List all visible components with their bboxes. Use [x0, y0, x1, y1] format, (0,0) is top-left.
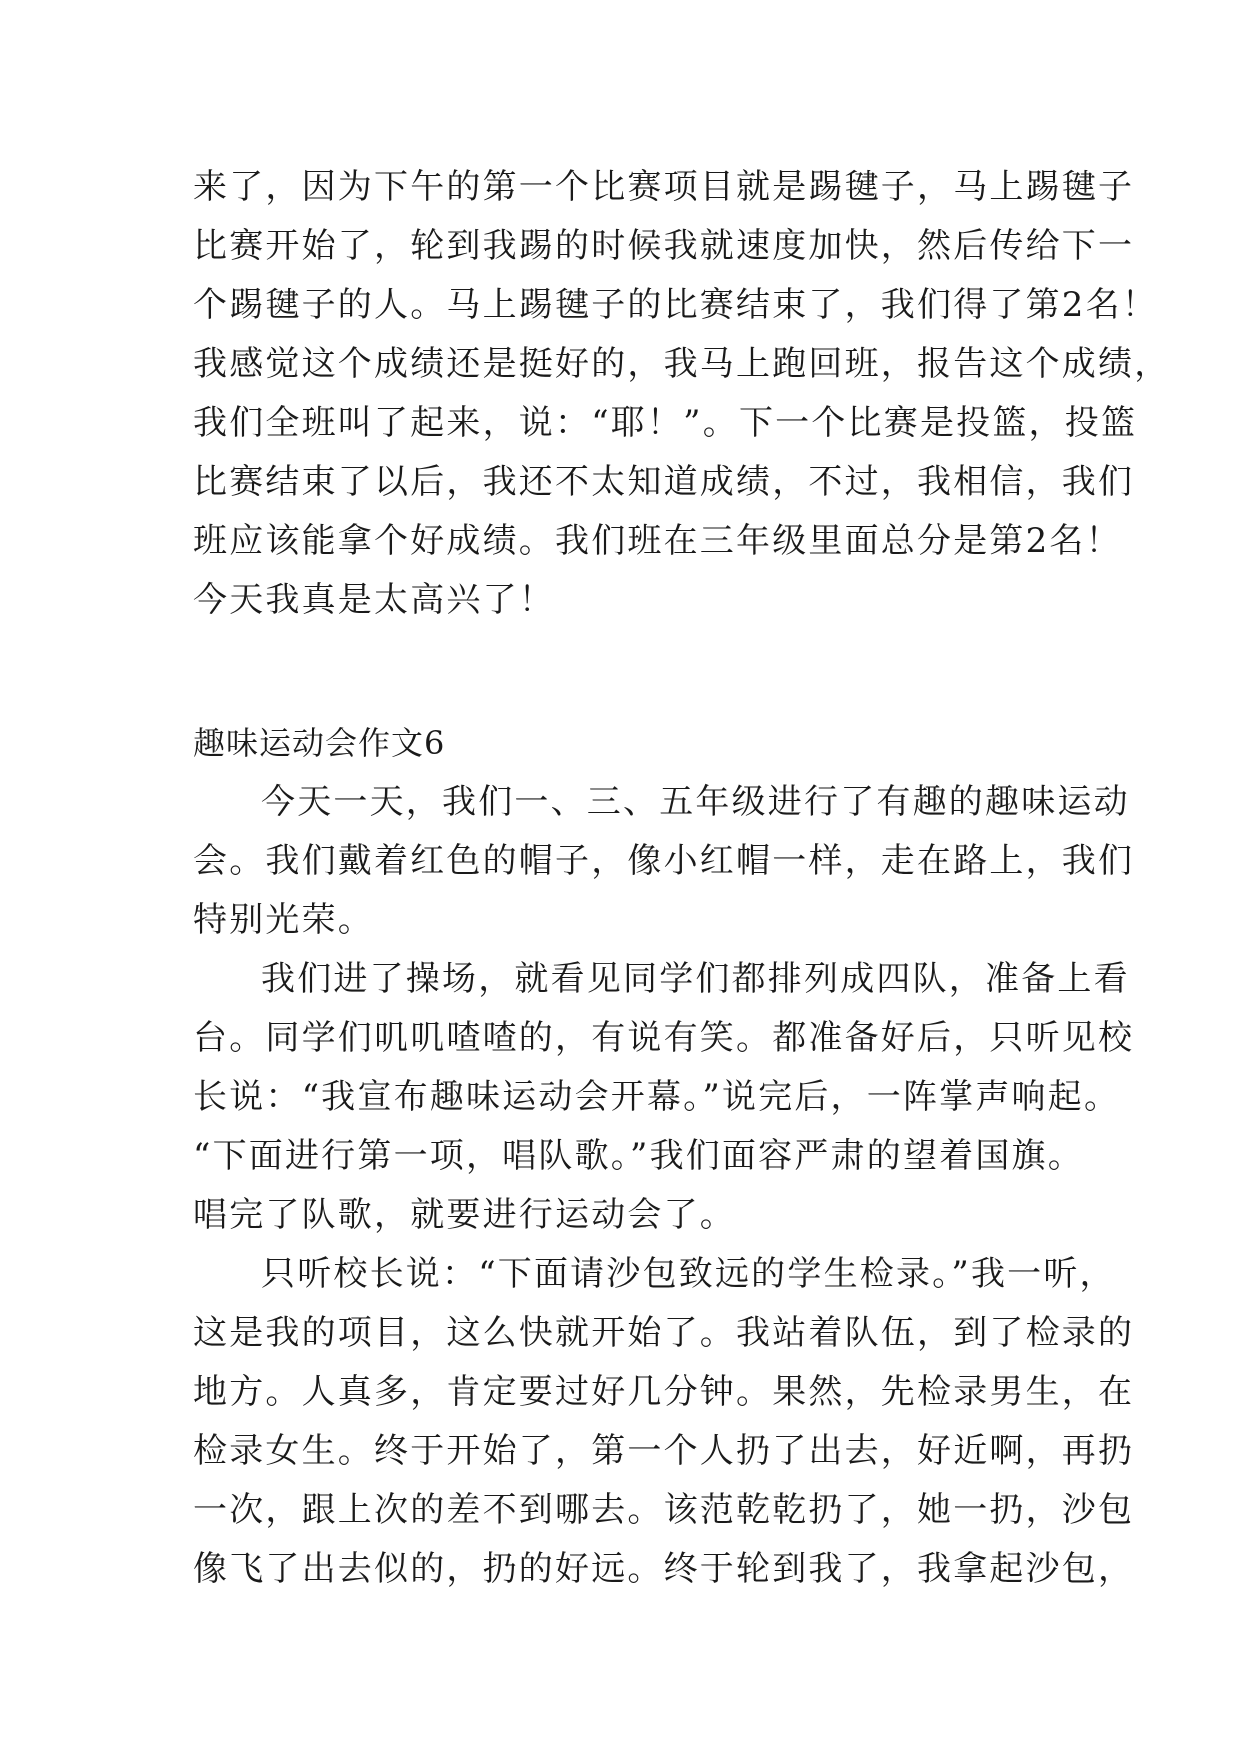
text-line: 长说：“我宣布趣味运动会开幕。”说完后，一阵掌声响起。 — [193, 1077, 1121, 1117]
section-title: 趣味运动会作文6 — [193, 724, 446, 762]
text-line: 来了，因为下午的第一个比赛项目就是踢毽子，马上踢毽子 — [193, 167, 1135, 207]
text-line: 我感觉这个成绩还是挺好的，我马上跑回班，报告这个成绩， — [193, 344, 1171, 384]
paragraph-1 — [193, 773, 1135, 950]
text-line: 会。我们戴着红色的帽子，像小红帽一样，走在路上，我们 — [193, 841, 1135, 881]
text-line: 我们进了操场，就看见同学们都排列成四队，准备上看 — [261, 959, 1130, 999]
text-line: 特别光荣。 — [193, 900, 374, 940]
text-line: 地方。人真多，肯定要过好几分钟。果然，先检录男生，在 — [193, 1372, 1135, 1412]
continuation-paragraph — [193, 158, 1171, 630]
paragraph-3 — [193, 1245, 1135, 1599]
text-line: 比赛结束了以后，我还不太知道成绩，不过，我相信，我们 — [193, 462, 1135, 502]
text-line: 今天一天，我们一、三、五年级进行了有趣的趣味运动 — [261, 782, 1130, 822]
text-line: 只听校长说：“下面请沙包致远的学生检录。”我一听， — [261, 1254, 1116, 1294]
section-spacer — [193, 630, 1055, 714]
text-line: 像飞了出去似的，扔的好远。终于轮到我了，我拿起沙包， — [193, 1549, 1135, 1589]
text-line: 比赛开始了，轮到我踢的时候我就速度加快，然后传给下一 — [193, 226, 1135, 266]
text-line: “下面进行第一项，唱队歌。”我们面容严肃的望着国旗。 — [193, 1136, 1084, 1176]
text-line: 这是我的项目，这么快就开始了。我站着队伍，到了检录的 — [193, 1313, 1135, 1353]
text-line: 唱完了队歌，就要进行运动会了。 — [193, 1195, 736, 1235]
text-line: 我们全班叫了起来，说：“耶！”。下一个比赛是投篮，投篮 — [193, 403, 1138, 443]
paragraph-2 — [193, 950, 1135, 1245]
text-line: 班应该能拿个好成绩。我们班在三年级里面总分是第2名！ — [193, 521, 1122, 561]
text-line: 检录女生。终于开始了，第一个人扔了出去，好近啊，再扔 — [193, 1431, 1135, 1471]
document-body — [193, 158, 1171, 1599]
text-line: 今天我真是太高兴了！ — [193, 580, 555, 620]
text-line: 个踢毽子的人。马上踢毽子的比赛结束了，我们得了第2名！ — [193, 285, 1159, 325]
text-line: 台。同学们叽叽喳喳的，有说有笑。都准备好后，只听见校 — [193, 1018, 1135, 1058]
text-line: 一次，跟上次的差不到哪去。该范乾乾扔了，她一扔，沙包 — [193, 1490, 1135, 1530]
